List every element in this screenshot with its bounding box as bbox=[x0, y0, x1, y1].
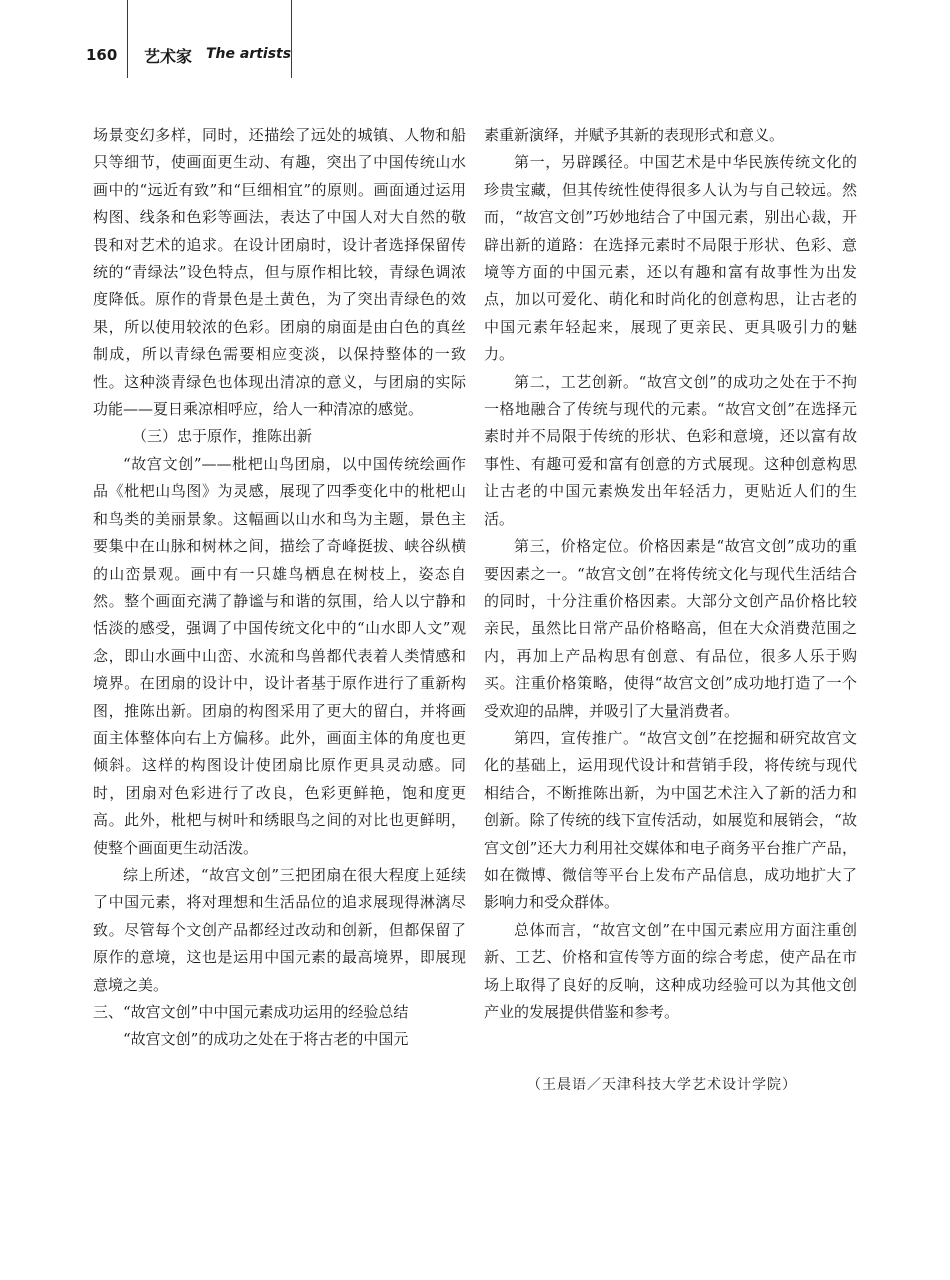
paragraph: 第一，另辟蹊径。中国艺术是中华民族传统文化的珍贵宝藏，但其传统性使得很多人认为与自己较远。然而，“故宫文创”巧妙地结合了中国元素，别出心裁，开辟出新的道路：在选择元素时不局限于形状、色彩、意境等方面的中国元素，还以有趣和富有故事性为出发点，加以可爱化、萌化和时尚化的创意构思，让古老的中国元素年轻起来，展现了更亲民、更具吸引力的魅力。 bbox=[484, 153, 857, 364]
paragraph: 第二，工艺创新。“故宫文创”的成功之处在于不拘一格地融合了传统与现代的元素。“故宫文创”在选择元素时并不局限于传统的形状、色彩和意境，还以富有故事性、有趣可爱和富有创意的方式展现。这种创意构思让古老的中国元素焕发出年轻活力，更贴近人们的生活。 bbox=[484, 372, 857, 528]
paragraph: 第三，价格定位。价格因素是“故宫文创”成功的重要因素之一。“故宫文创”在将传统文化与现代生活结合的同时，十分注重价格因素。大部分文创产品价格比较亲民，虽然比日常产品价格略高，但在大众消费范围之内，再加上产品构思有创意、有品位，很多人乐于购买。注重价格策略，使得“故宫文创”成功地打造了一个受欢迎的品牌，并吸引了大量消费者。 bbox=[484, 537, 857, 720]
paragraph: 总体而言，“故宫文创”在中国元素应用方面注重创新、工艺、价格和宣传等方面的综合考虑，使产品在市场上取得了良好的反响，这种成功经验可以为其他文创产业的发展提供借鉴和参考。 bbox=[484, 920, 857, 1021]
paragraph: “故宫文创”——枇杷山鸟团扇，以中国传统绘画作品《枇杷山鸟图》为灵感，展现了四季变化中的枇杷山和鸟类的美丽景象。这幅画以山水和鸟为主题，景色主要集中在山脉和树林之间，描绘了奇峰挺拔、峡谷纵横的山峦景观。画中有一只雄鸟栖息在树枝上，姿态自然。整个画面充满了静谧与和谐的氛围，给人以宁静和恬淡的感受，强调了中国传统文化中的“山水即人文”观念，即山水画中山峦、水流和鸟兽都代表着人类情感和境界。在团扇的设计中，设计者基于原作进行了重新构图，推陈出新。团扇的构图采用了更大的留白，并将画面主体整体向右上方偏移。此外，画面主体的角度也更倾斜。这样的构图设计使团扇比原作更具灵动感。同时，团扇对色彩进行了改良，色彩更鲜艳，饱和度更高。此外，枇杷与树叶和绣眼鸟之间的对比也更鲜明，使整个画面更生动活泼。 bbox=[93, 454, 466, 857]
paragraph: 场景变幻多样，同时，还描绘了远处的城镇、人物和船只等细节，使画面更生动、有趣，突出了中国传统山水画中的“远近有致”和“巨细相宜”的原则。画面通过运用构图、线条和色彩等画法，表达了中国人对大自然的敬畏和对艺术的追求。在设计团扇时，设计者选择保留传统的“青绿法”设色特点，但与原作相比较，青绿色调浓度降低。原作的背景色是土黄色，为了突出青绿色的效果，所以使用较浓的色彩。团扇的扇面是由白色的真丝制成，所以青绿色需要相应变淡，以保持整体的一致性。这种淡青绿色也体现出清凉的意义，与团扇的实际功能——夏日乘凉相呼应，给人一种清凉的感觉。 bbox=[93, 126, 466, 419]
right-column bbox=[484, 122, 857, 1026]
author-affiliation: （王晨语／天津科技大学艺术设计学院） bbox=[527, 1077, 797, 1093]
header-divider-left bbox=[127, 0, 128, 78]
paragraph: “故宫文创”的成功之处在于将古老的中国元 bbox=[123, 1030, 409, 1049]
paragraph: 素重新演绎，并赋予其新的表现形式和意义。 bbox=[484, 126, 785, 144]
magazine-title-cn: 艺术家 bbox=[144, 47, 193, 66]
page-number: 160 bbox=[86, 46, 118, 64]
magazine-title-en: The artists bbox=[206, 46, 292, 62]
paragraph: 第四，宣传推广。“故宫文创”在挖掘和研究故宫文化的基础上，运用现代设计和营销手段，将传统与现代相结合，不断推陈出新，为中国艺术注入了新的活力和创新。除了传统的线下宣传活动，如展览和展销会，“故宫文创”还大力利用社交媒体和电子商务平台推广产品，如在微博、微信等平台上发布产品信息，成功地扩大了影响力和受众群体。 bbox=[484, 728, 857, 912]
paragraph: 综上所述，“故宫文创”三把团扇在很大程度上延续了中国元素，将对理想和生活品位的追求展现得淋漓尽致。尽管每个文创产品都经过改动和创新，但都保留了原作的意境，这也是运用中国元素的最高境界，即展现意境之美。 bbox=[93, 865, 466, 994]
header-divider-right bbox=[291, 0, 292, 78]
section-heading: 三、“故宫文创”中中国元素成功运用的经验总结 bbox=[93, 1003, 409, 1021]
section-heading: （三）忠于原作，推陈出新 bbox=[132, 427, 313, 446]
left-column bbox=[93, 122, 466, 1054]
